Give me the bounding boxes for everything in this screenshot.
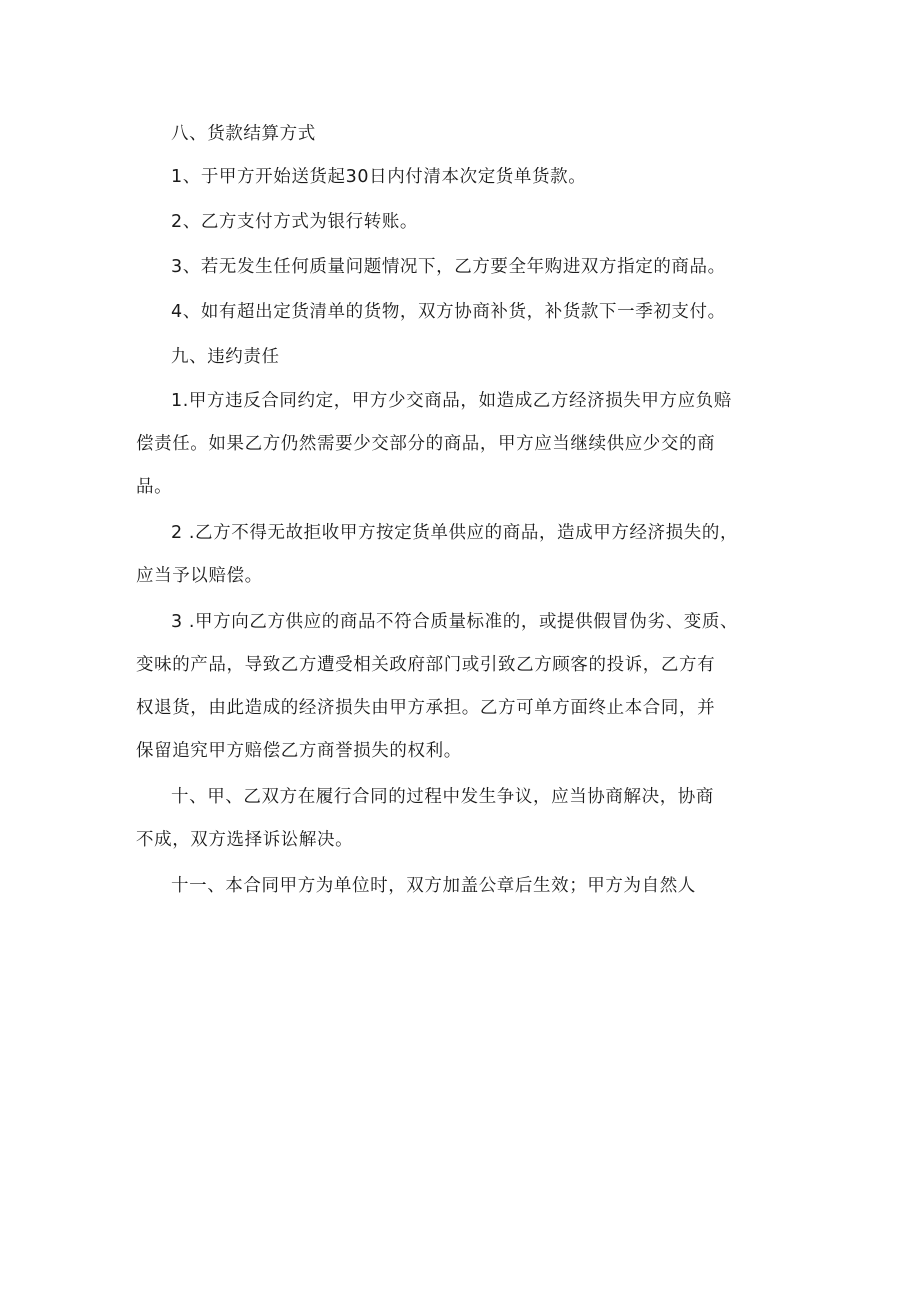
payment-item-2: 2、乙方支付方式为银行转账。 (171, 212, 419, 232)
effectiveness-clause-line-1: 十一、本合同甲方为单位时，双方加盖公章后生效；甲方为自然人 (171, 876, 696, 896)
effectiveness-clause (136, 865, 788, 908)
payment-item-4: 4、如有超出定货清单的货物，双方协商补货，补货款下一季初支付。 (171, 302, 726, 322)
breach-clause-1-line-3: 品。 (136, 477, 173, 497)
dispute-clause-line-1: 十、甲、乙双方在履行合同的过程中发生争议，应当协商解决，协商 (171, 787, 714, 807)
breach-clause-1-line-2: 偿责任。如果乙方仍然需要少交部分的商品，甲方应当继续供应少交的商 (136, 434, 716, 454)
breach-clause-2 (136, 512, 788, 598)
breach-clause-2-line-1: 2 .乙方不得无故拒收甲方按定货单供应的商品，造成甲方经济损失的， (171, 523, 739, 543)
breach-clause-1-line-1: 1.甲方违反合同约定，甲方少交商品，如造成乙方经济损失甲方应负赔 (171, 391, 732, 411)
breach-clause-3-line-2: 变味的产品，导致乙方遭受相关政府部门或引致乙方顾客的投诉，乙方有 (136, 655, 716, 675)
dispute-clause-line-2: 不成，双方选择诉讼解决。 (136, 830, 354, 850)
breach-clause-1 (136, 380, 788, 509)
breach-clause-3-line-1: 3 .甲方向乙方供应的商品不符合质量标准的，或提供假冒伪劣、变质、 (171, 612, 739, 632)
breach-clause-3-line-3: 权退货，由此造成的经济损失由甲方承担。乙方可单方面终止本合同，并 (136, 698, 716, 718)
breach-clause-2-line-2: 应当予以赔偿。 (136, 566, 263, 586)
dispute-clause (136, 776, 788, 862)
breach-clause-3 (136, 601, 788, 773)
section-heading-breach: 九、违约责任 (171, 347, 280, 367)
breach-clause-3-line-4: 保留追究甲方赔偿乙方商誉损失的权利。 (136, 741, 462, 761)
document-body (136, 113, 788, 908)
payment-item-3: 3、若无发生任何质量问题情况下，乙方要全年购进双方指定的商品。 (171, 257, 726, 277)
section-heading-payment: 八、货款结算方式 (171, 124, 316, 144)
payment-item-1: 1、于甲方开始送货起30日内付清本次定货单货款。 (171, 167, 587, 187)
